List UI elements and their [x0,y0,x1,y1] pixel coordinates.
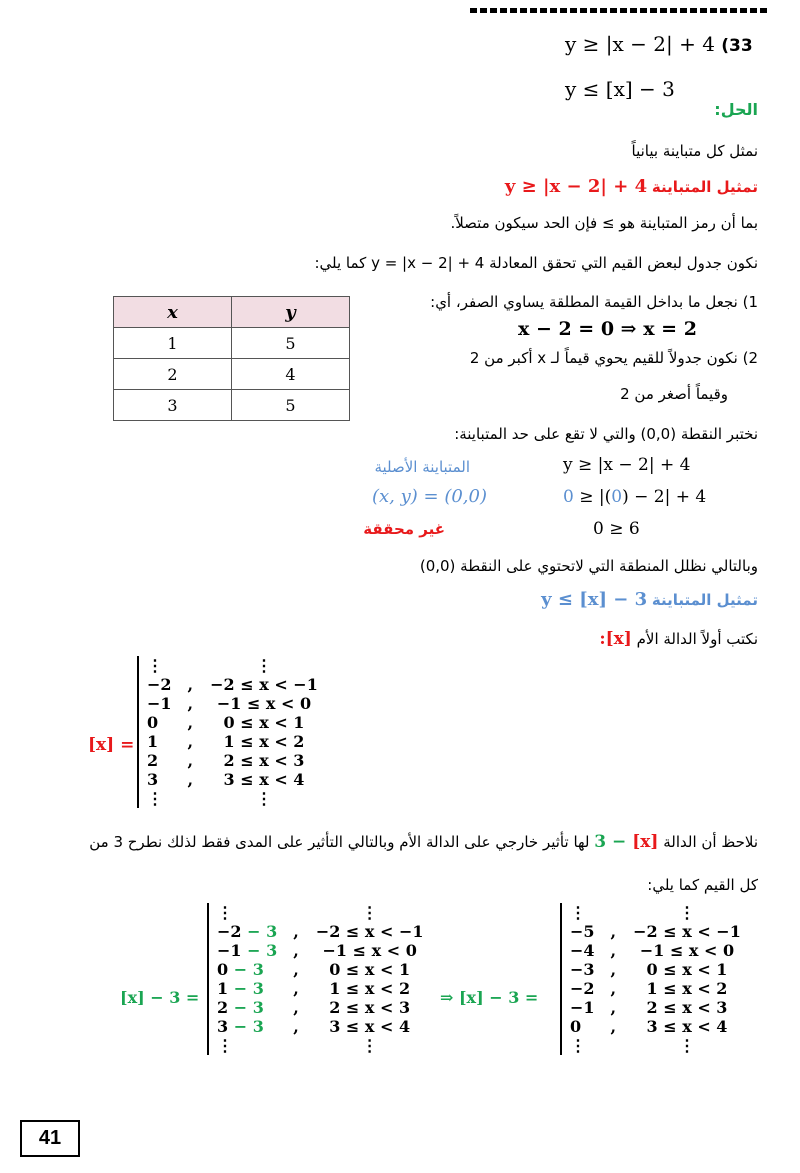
piecewise-row [138,713,326,732]
piecewise-comma: , [293,922,299,941]
piecewise-condition: −2 ≤ x < −1 [210,675,318,694]
step1-equation: x − 2 = 0 ⇒ x = 2 [518,318,697,340]
page-number: 41 [20,1120,80,1157]
solution-label: الحل: [714,100,758,119]
step1-text: 1) نجعل ما بداخل القيمة المطلقة يساوي الصفر، أي: [430,293,758,311]
piecewise-condition: −1 ≤ x < 0 [322,941,417,960]
shifted-piecewise [207,903,432,1055]
piecewise-row [138,694,326,713]
check-math-0: y ≥ |x − 2| + 4 [563,455,691,475]
step2-text-a: 2) نكون جدولاً للقيم يحوي قيماً لـ x أكبر من 2 [469,349,758,367]
piecewise-row [208,1036,432,1055]
result-value: −5 [570,922,595,941]
shift-minus: − 3 [228,960,264,979]
piecewise-comma [180,789,203,808]
result-piecewise [560,903,749,1055]
piecewise-comma: , [187,675,194,694]
piecewise-condition: ⋮ [361,1036,378,1055]
table-header-y: y [232,297,350,328]
piecewise-value: 0 [147,713,159,732]
shifted-value [208,922,285,941]
piecewise-comma: , [187,732,194,751]
piecewise-value: ⋮ [147,789,163,808]
piecewise-condition: −1 ≤ x < 0 [216,694,312,713]
piecewise-comma: , [610,1017,617,1036]
piecewise-condition: ⋮ [678,1036,695,1055]
piecewise-value: −2 [147,675,172,694]
note-line2: كل القيم كما يلي: [647,876,758,894]
piecewise-row [561,941,749,960]
piecewise-row [138,675,326,694]
piecewise-comma: , [293,941,299,960]
piecewise-comma: , [187,751,194,770]
result-value: 0 [570,1017,582,1036]
table-row [114,390,350,421]
piecewise-row [138,732,326,751]
table-cell: 3 [114,390,232,421]
top-dashed-rule [470,8,768,13]
shift-base: 3 [217,1017,229,1036]
check-label-2: غير محققة [363,520,445,538]
table-cell: 5 [232,390,350,421]
note-line1: نلاحظ أن الدالة [x] − 3 لها تأثير خارجي على الدالة الأم وبالتالي التأثير على المدى فقط لذلك نطرح 3 من [89,832,758,852]
problem-number: (33 [721,36,753,56]
parent-function-text: نكتب أولاً الدالة الأم [x]: [599,629,758,649]
piecewise-condition: ⋮ [255,789,272,808]
piecewise-value: 2 [147,751,159,770]
result-value: ⋮ [570,1036,586,1055]
shifted-value [208,998,285,1017]
result-value: −4 [570,941,595,960]
piecewise-condition: 0 ≤ x < 1 [646,960,728,979]
part1-line2: نكون جدول لبعض القيم التي تحقق المعادلة y = |x − 2| + 4 كما يلي: [314,254,758,272]
piecewise-row [138,789,326,808]
piecewise-condition: ⋮ [255,656,272,675]
piecewise-row [138,656,326,675]
piecewise-row [208,998,432,1017]
piecewise-row [208,922,432,941]
piecewise-row [561,960,749,979]
piecewise-row [208,903,432,922]
shift-minus: − 3 [241,922,278,941]
piecewise-condition: ⋮ [361,903,378,922]
piecewise-comma: , [293,1017,299,1036]
table-row [114,328,350,359]
check-math-1: 0 ≥ |(0) − 2| + 4 [563,487,707,507]
piecewise-value: 3 [147,770,159,789]
piecewise-row [561,998,749,1017]
part1-line1: بما أن رمز المتباينة هو ≥ فإن الحد سيكون متصلاً. [450,214,758,232]
shift-minus: − 3 [241,941,278,960]
part1-heading: تمثيل المتباينة y ≥ |x − 2| + 4 [504,176,758,197]
piecewise-comma [603,1036,626,1055]
step2-text-b: وقيماً أصغر من 2 [620,385,728,403]
shift-minus: − 3 [228,1017,264,1036]
shifted-value [208,979,285,998]
piecewise-value: −1 [147,694,172,713]
check-math-2: 0 ≥ 6 [593,519,640,539]
table-cell: 5 [232,328,350,359]
piecewise-comma [180,656,203,675]
shifted-value [208,960,285,979]
table-row [114,359,350,390]
piecewise-row [138,770,326,789]
test-point-text: نختبر النقطة (0,0) والتي لا تقع على حد المتباينة: [454,425,758,443]
piecewise-row [561,1036,749,1055]
table-header-x: x [114,297,232,328]
piecewise-value: 1 [147,732,159,751]
piecewise-row [208,979,432,998]
shift-base: −2 [217,922,242,941]
piecewise-row [208,960,432,979]
piecewise-comma: , [293,960,299,979]
table-header-row [114,297,350,328]
piecewise-condition: 1 ≤ x < 2 [646,979,728,998]
check-label-1: (x, y) = (0,0) [372,486,488,507]
table-cell: 2 [114,359,232,390]
piecewise-row [561,922,749,941]
shift-lhs: [x] − 3 = [120,988,200,1007]
shift-base: −1 [217,941,242,960]
shift-minus: − 3 [228,979,264,998]
piecewise-row [561,1017,749,1036]
piecewise-row [208,941,432,960]
shift-base: ⋮ [217,1036,233,1055]
piecewise-row [561,979,749,998]
piecewise-condition: ⋮ [678,903,695,922]
result-lhs: ⇒ [x] − 3 = [440,988,539,1007]
piecewise-comma: , [610,922,617,941]
piecewise-condition: 1 ≤ x < 2 [329,979,411,998]
piecewise-condition: 2 ≤ x < 3 [646,998,728,1017]
piecewise-comma: , [610,941,617,960]
piecewise-condition: 3 ≤ x < 4 [329,1017,411,1036]
piecewise-comma: , [610,979,617,998]
piecewise-condition: 3 ≤ x < 4 [646,1017,728,1036]
table-cell: 4 [232,359,350,390]
piecewise-condition: 1 ≤ x < 2 [223,732,305,751]
piecewise-condition: 0 ≤ x < 1 [329,960,411,979]
values-table [113,296,350,421]
result-value: −2 [570,979,595,998]
result-value: −1 [570,998,595,1017]
shift-base: 1 [217,979,229,998]
piecewise-comma: , [293,998,299,1017]
piecewise-condition: 2 ≤ x < 3 [329,998,411,1017]
shifted-value [208,1036,285,1055]
piecewise-comma: , [187,694,194,713]
result-value: ⋮ [570,903,586,922]
piecewise-condition: −2 ≤ x < −1 [633,922,741,941]
piecewise-comma: , [187,770,194,789]
piecewise-comma: , [610,998,617,1017]
piecewise-row [208,1017,432,1036]
piecewise-condition: −1 ≤ x < 0 [639,941,735,960]
piecewise-comma [603,903,626,922]
intro-text: نمثل كل متباينة بيانياً [631,142,758,160]
piecewise-row [561,903,749,922]
shift-base: ⋮ [217,903,233,922]
piecewise-comma: , [187,713,194,732]
piecewise-condition: 0 ≤ x < 1 [223,713,305,732]
shifted-value [208,941,285,960]
shift-base: 2 [217,998,229,1017]
conclusion-text: وبالتالي نظلل المنطقة التي لاتحتوي على النقطة (0,0) [419,557,758,575]
problem-ineq2: y ≤ [x] − 3 [565,77,675,101]
table-cell: 1 [114,328,232,359]
problem-ineq1: y ≥ |x − 2| + 4 (33 [565,32,753,56]
piecewise-condition: 2 ≤ x < 3 [223,751,305,770]
piecewise-condition: 3 ≤ x < 4 [223,770,305,789]
piecewise-comma [285,903,308,922]
piecewise-condition: −2 ≤ x < −1 [315,922,424,941]
piecewise-comma: , [293,979,299,998]
parent-piecewise [137,656,326,808]
shifted-value [208,1017,285,1036]
shifted-value [208,903,285,922]
parent-lhs: [x] = [88,735,135,755]
check-label-0: المتباينة الأصلية [374,458,470,476]
shift-minus: − 3 [228,998,264,1017]
piecewise-row [138,751,326,770]
part2-heading: تمثيل المتباينة y ≤ [x] − 3 [541,589,758,610]
result-value: −3 [570,960,595,979]
piecewise-comma: , [610,960,617,979]
shift-base: 0 [217,960,229,979]
piecewise-comma [285,1036,308,1055]
piecewise-value: ⋮ [147,656,163,675]
